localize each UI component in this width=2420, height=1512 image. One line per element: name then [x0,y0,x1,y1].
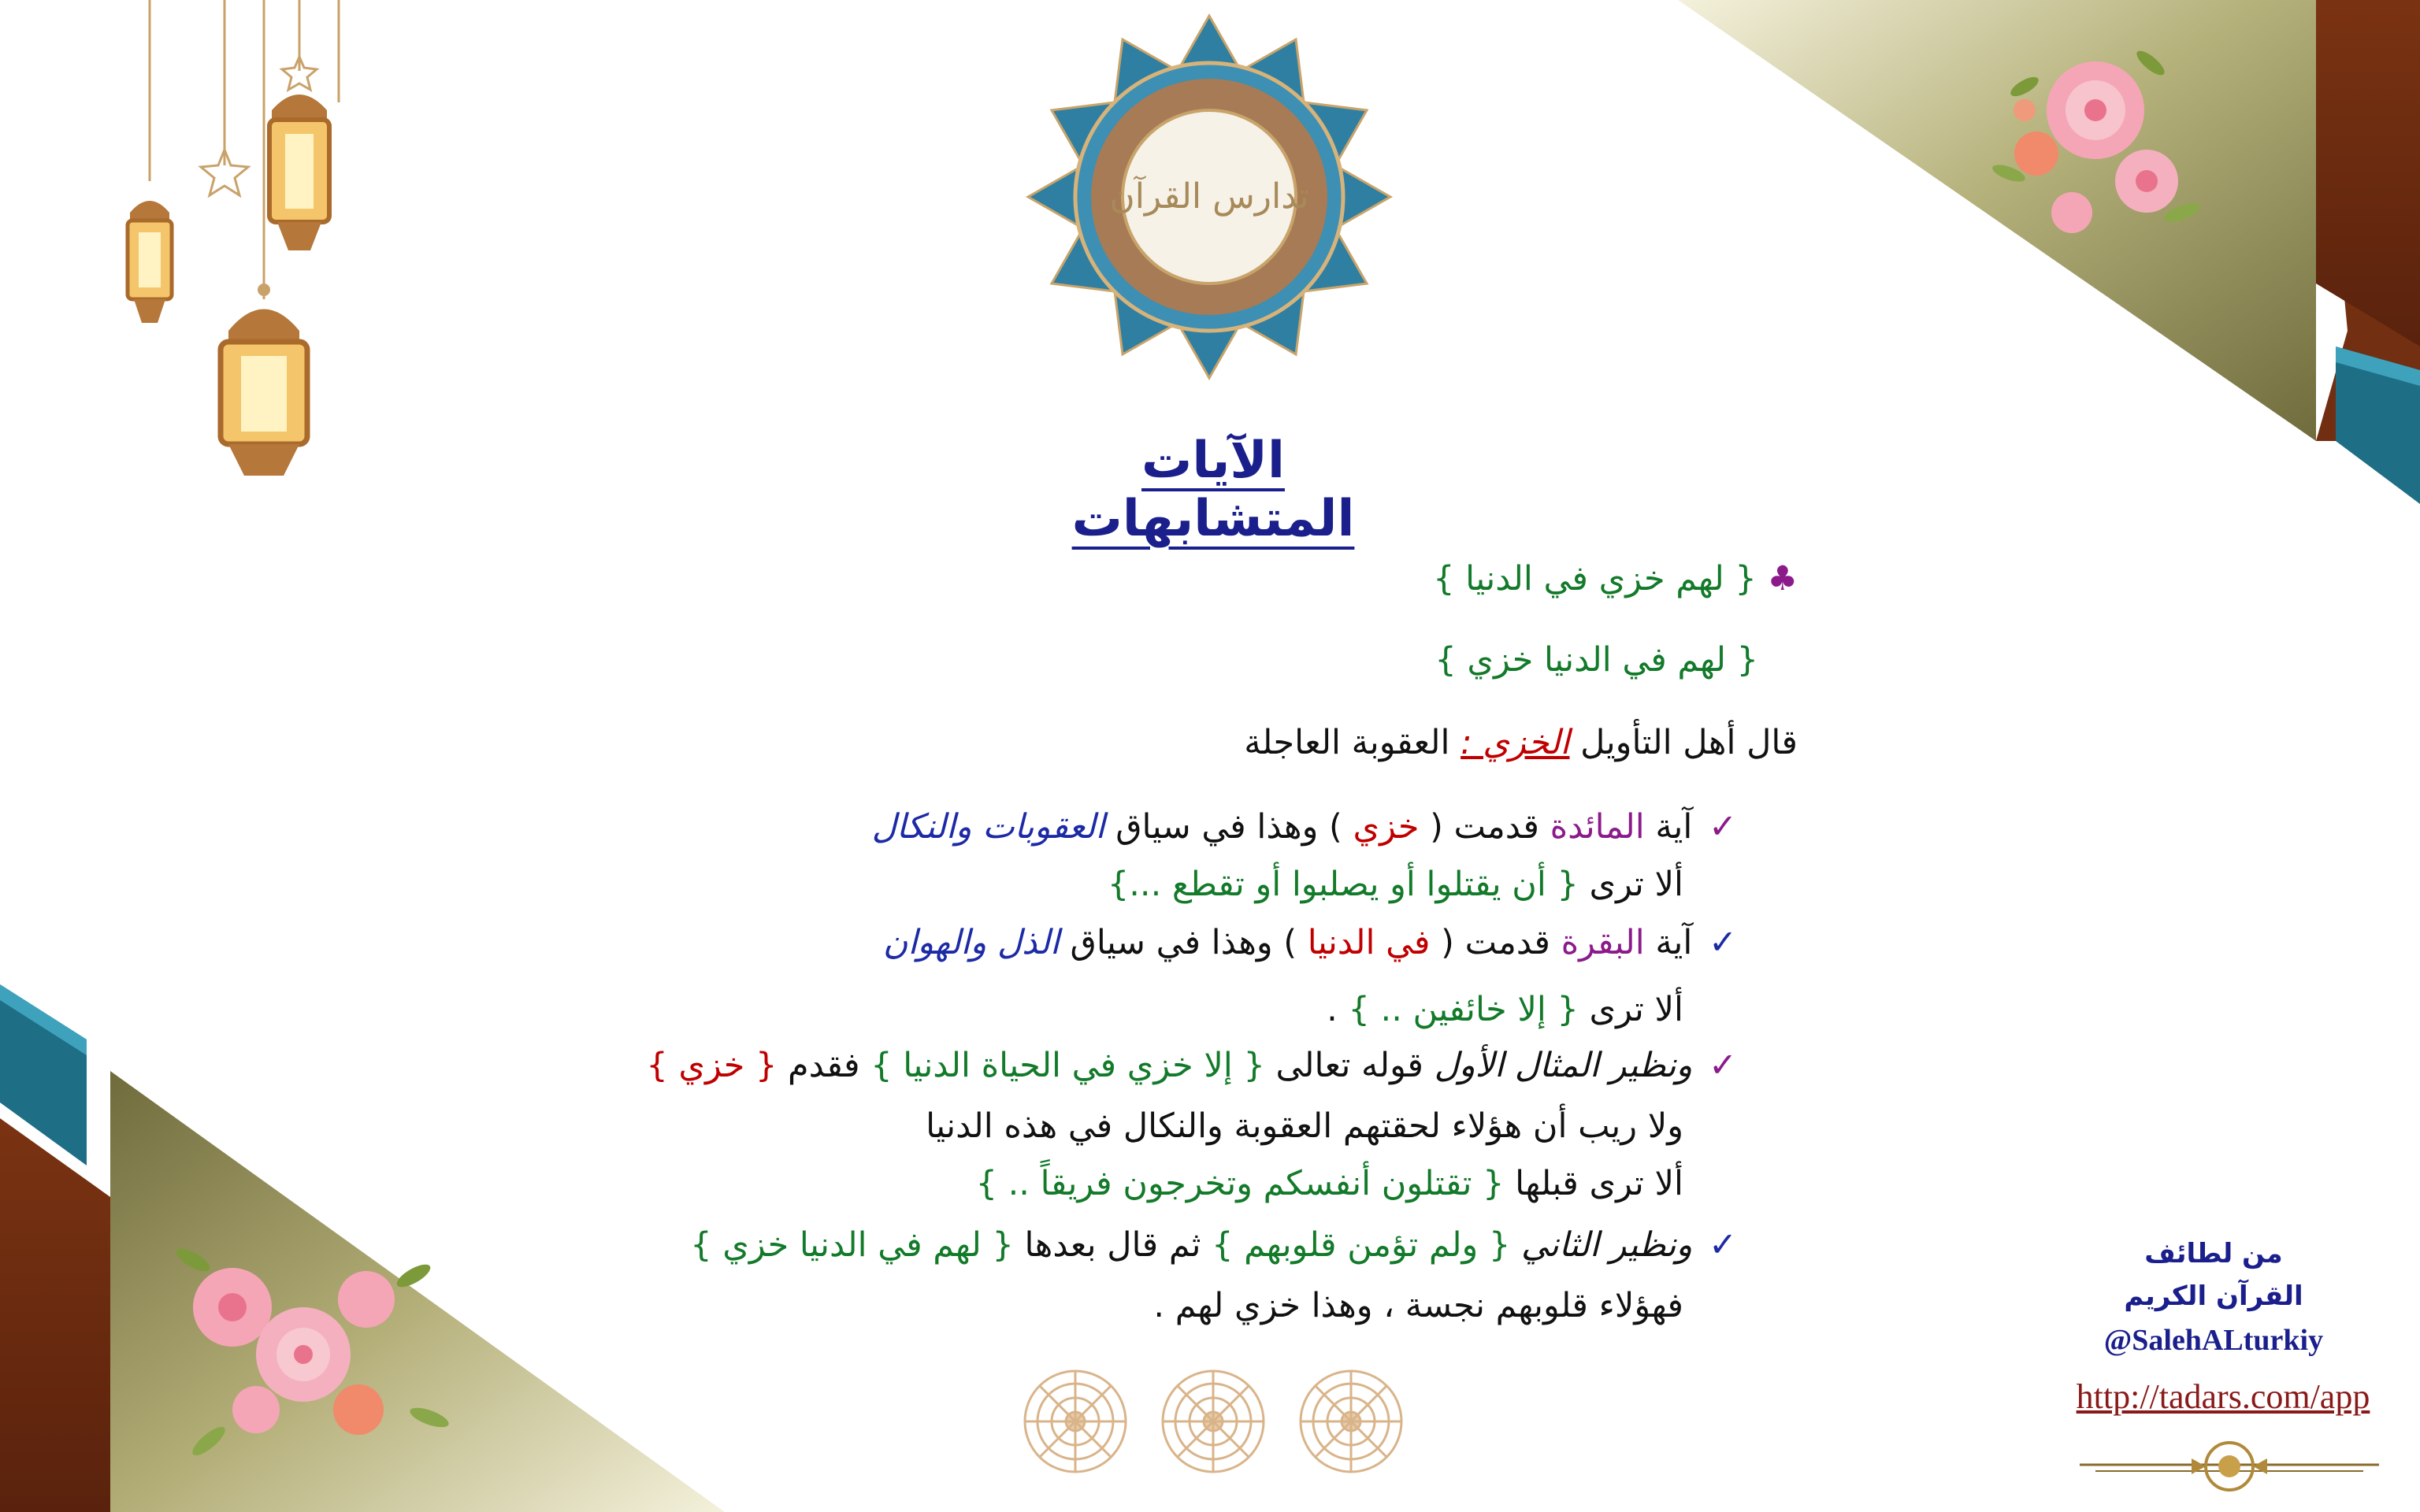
verse-variant-a: ♣ { لهم خزي في الدنيا } [1433,559,1798,598]
point-3-example: ألا ترى قبلها { تقتلون أنفسكم وتخرجون فريقاً .. } [975,1164,1683,1203]
point-4-line-2: فهؤلاء قلوبهم نجسة ، وهذا خزي لهم . [1153,1286,1683,1325]
flower-decoration [146,1213,477,1496]
lantern-icon [269,94,329,250]
check-icon: ✓ [1708,923,1738,962]
lanterns-decoration [102,0,362,488]
website-link[interactable]: http://tadars.com/app [2076,1377,2370,1416]
lantern-icon [221,284,307,476]
verse-variant-b: { لهم في الدنيا خزي } [1435,640,1758,680]
point-3-line-2: ولا ريب أن هؤلاء لحقتهم العقوبة والنكال في هذه الدنيا [926,1106,1683,1146]
point-1-example: ألا ترى { أن يقتلوا أو يصلبوا أو تقطع ...} [1107,865,1683,904]
point-2-example: ألا ترى { إلا خائفين .. } . [1327,990,1683,1029]
right-brown-strip [2316,0,2420,346]
point-3: ✓ ونظير المثال الأول قوله تعالى { إلا خزي في الحياة الدنيا } فقدم { خزي } [646,1046,1743,1085]
rosette-decoration [1016,1362,1426,1480]
credit-line-1: من لطائف [2144,1238,2283,1269]
check-icon: ✓ [1708,807,1738,847]
logo-medallion [1020,8,1398,386]
definition-line: قال أهل التأويل الخزي : العقوبة العاجلة [1244,723,1798,762]
logo-calligraphy: تدارس القرآن [1109,176,1309,217]
page-title: الآيات المتشابهات [1071,432,1355,548]
flower-decoration [1962,16,2221,276]
club-bullet-icon: ♣ [1767,559,1798,598]
ornament-divider [2072,1433,2387,1496]
credit-line-2: القرآن الكريم [2124,1280,2303,1312]
check-icon: ✓ [1708,1225,1738,1265]
check-icon: ✓ [1708,1046,1738,1085]
point-1: ✓ آية المائدة قدمت ( خزي ) وهذا في سياق العقوبات والنكال [872,807,1743,847]
left-brown-band [0,1118,110,1512]
twitter-handle: @SalehALturkiy [2103,1324,2324,1357]
point-2: ✓ آية البقرة قدمت ( في الدنيا ) وهذا في سياق الذل والهوان [883,923,1743,962]
lantern-icon [128,201,172,323]
point-4: ✓ ونظير الثاني { ولم تؤمن قلوبهم } ثم قال بعدها { لهم في الدنيا خزي } [690,1225,1743,1265]
